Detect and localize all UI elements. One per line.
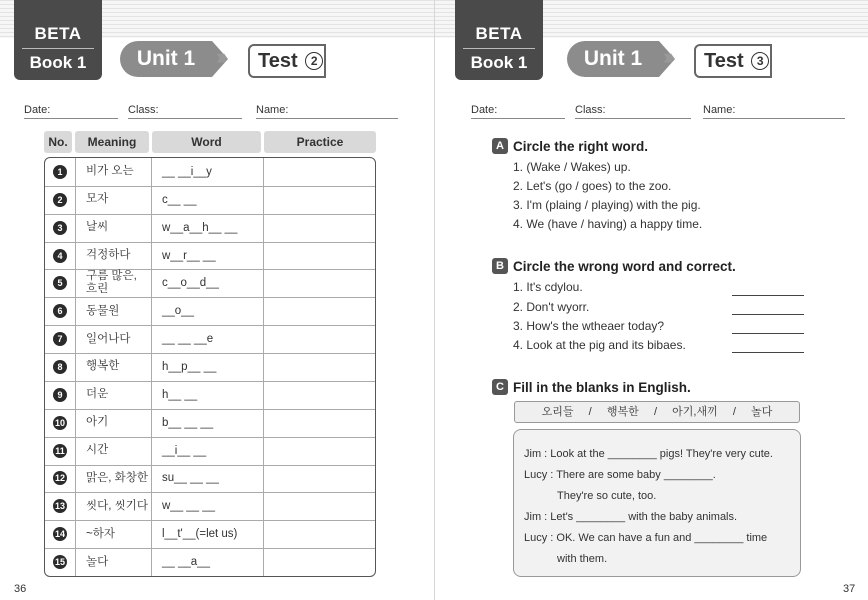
word-cell: h__p__ __ [151,353,263,381]
word-cell: b__ __ __ [151,409,263,437]
meaning-cell: 날씨 [75,214,151,242]
word-cell: h__ __ [151,381,263,409]
section-a-item: 2. Let's (go / goes) to the zoo. [513,179,672,193]
answer-line[interactable] [732,333,804,334]
word-cell: w__ __ __ [151,492,263,520]
section-b-item: 3. How's the wtheaer today? [513,319,665,333]
practice-cell[interactable] [263,186,375,214]
practice-cell[interactable] [263,158,375,186]
table-row [45,242,375,271]
name-label: Name: [256,104,289,116]
row-number-cell [45,353,75,381]
row-number: 14 [54,529,65,540]
dialog-line: They're so cute, too. [557,490,657,502]
section-b-title [492,258,736,274]
table-row [45,520,375,549]
table-row [45,186,375,215]
row-number-cell [45,465,75,493]
test-text: Test [258,50,298,72]
section-c-title [492,379,691,395]
word-cell: __ __a__ [151,548,263,576]
row-number: 4 [53,249,67,263]
row-number: 1 [53,165,67,179]
header-word: Word [152,131,261,153]
row-number: 2 [53,193,67,207]
tab-divider [22,48,94,49]
section-c-heading: Fill in the blanks in English. [513,379,691,395]
book-label: Book 1 [470,53,528,72]
table-row [45,214,375,243]
test-number: 2 [305,52,323,70]
row-number-cell [45,242,75,270]
row-number-cell [45,492,75,520]
row-number-cell [45,437,75,465]
row-number: 12 [54,473,65,484]
row-number: 8 [53,360,67,374]
meaning-cell: 일어나다 [75,325,151,353]
word-cell: w__r__ __ [151,242,263,270]
meaning-cell: 씻다, 씻기다 [75,492,151,520]
meaning-cell: 맑은, 화창한 [75,465,151,493]
section-c-badge: C [492,379,508,395]
section-b-item: 1. It's cdylou. [513,280,583,294]
beta-label: BETA [475,24,523,43]
table-row [45,409,375,438]
header-meaning: Meaning [75,131,149,153]
test-label [694,44,772,78]
class-line [128,118,242,119]
name-line [256,118,398,119]
unit-label: Unit 1 [120,41,212,77]
section-a-badge: A [492,138,508,154]
answer-line[interactable] [732,314,804,315]
section-a-item: 3. I'm (plaing / playing) with the pig. [513,198,701,212]
row-number-cell [45,325,75,353]
row-number: 15 [54,557,65,568]
row-number-cell [45,520,75,548]
dialog-line: Lucy : OK. We can have a fun and ________ time [524,532,768,544]
word-cell: __ __i__y [151,158,263,186]
row-number: 6 [53,304,67,318]
dialog-line: with them. [557,553,608,565]
meaning-cell: 놀다 [75,548,151,576]
row-number: 11 [53,444,67,458]
table-header [44,131,376,153]
dialog-line: Lucy : There are some baby ________. [524,469,716,481]
word-cell: l__t'__(=let us) [151,520,263,548]
word-cell: c__ __ [151,186,263,214]
beta-label: BETA [34,24,82,43]
section-a-heading: Circle the right word. [513,138,649,154]
meaning-cell: 비가 오는 [75,158,151,186]
word-bank: 오리들 / 행복한 / 아기,새끼 / 놀다 [514,401,800,423]
header-no: No. [44,131,72,153]
table-row [45,297,375,326]
table-row [45,437,375,466]
row-number-cell [45,381,75,409]
section-b-item: 2. Don't wyorr. [513,300,590,314]
dialog-box [513,429,801,577]
chevrons-icon: ››› [663,44,670,69]
meaning-cell: 걱정하다 [75,242,151,270]
practice-cell[interactable] [263,381,375,409]
date-label: Date: [24,104,51,116]
meaning-cell: 동물원 [75,297,151,325]
dialog-line: Jim : Let's ________ with the baby animals. [524,511,738,523]
answer-line[interactable] [732,295,804,296]
section-b-heading: Circle the wrong word and correct. [513,258,736,274]
row-number-cell [45,214,75,242]
unit-label: Unit 1 [567,41,659,77]
meaning-cell: 시간 [75,437,151,465]
class-label: Class: [575,104,606,116]
practice-cell[interactable] [263,269,375,297]
word-cell: __ __ __e [151,325,263,353]
page-number: 36 [14,583,27,595]
word-cell: __i__ __ [151,437,263,465]
section-a-item: 4. We (have / having) a happy time. [513,217,703,231]
date-label: Date: [471,104,498,116]
class-label: Class: [128,104,159,116]
book-tab [455,0,543,80]
row-number: 13 [54,501,65,512]
row-number: 5 [53,276,67,290]
practice-cell[interactable] [263,325,375,353]
book-tab [14,0,102,80]
practice-cell[interactable] [263,353,375,381]
page-number: 37 [843,583,856,595]
practice-cell[interactable] [263,437,375,465]
practice-cell[interactable] [263,465,375,493]
practice-cell[interactable] [263,242,375,270]
meaning-cell: 모자 [75,186,151,214]
date-line [471,118,565,119]
word-cell: c__o__d__ [151,269,263,297]
test-label [248,44,326,78]
meaning-cell: 행복한 [75,353,151,381]
test-text: Test [704,50,744,72]
tab-divider [463,48,535,49]
meaning-cell: 더운 [75,381,151,409]
practice-cell[interactable] [263,409,375,437]
section-a-item: 1. (Wake / Wakes) up. [513,160,631,174]
row-number: 3 [53,221,67,235]
row-number: 10 [54,417,65,428]
class-line [575,118,691,119]
practice-cell[interactable] [263,214,375,242]
section-b-item: 4. Look at the pig and its bibaes. [513,338,686,352]
table-row [45,492,375,521]
word-cell: __o__ [151,297,263,325]
header-practice: Practice [264,131,376,153]
dialog-line: Jim : Look at the ________ pigs! They're very cute. [524,448,773,460]
section-a-title [492,138,648,154]
name-label: Name: [703,104,736,116]
row-number-cell [45,409,75,437]
table-row [45,353,375,382]
table-row [45,325,375,354]
chevrons-icon: ››› [216,44,223,69]
meaning-cell: 아기 [75,409,151,437]
meaning-cell: 구름 많은, 흐린 [75,269,151,297]
table-row [45,548,375,576]
practice-cell[interactable] [263,520,375,548]
date-line [24,118,118,119]
table-row [45,465,375,494]
answer-line[interactable] [732,352,804,353]
practice-cell[interactable] [263,297,375,325]
row-number-cell [45,269,75,297]
practice-cell[interactable] [263,548,375,576]
vocab-table [44,157,376,577]
table-row [45,269,375,298]
word-cell: su__ __ __ [151,465,263,493]
word-cell: w__a__h__ __ [151,214,263,242]
row-number-cell [45,297,75,325]
row-number-cell [45,186,75,214]
meaning-cell: ~하자 [75,520,151,548]
row-number-cell [45,548,75,576]
row-number: 7 [53,332,67,346]
section-b-badge: B [492,258,508,274]
table-row [45,381,375,410]
row-number-cell [45,158,75,186]
book-label: Book 1 [29,53,87,72]
name-line [703,118,845,119]
practice-cell[interactable] [263,492,375,520]
table-row [45,158,375,187]
row-number: 9 [53,388,67,402]
test-number: 3 [751,52,769,70]
